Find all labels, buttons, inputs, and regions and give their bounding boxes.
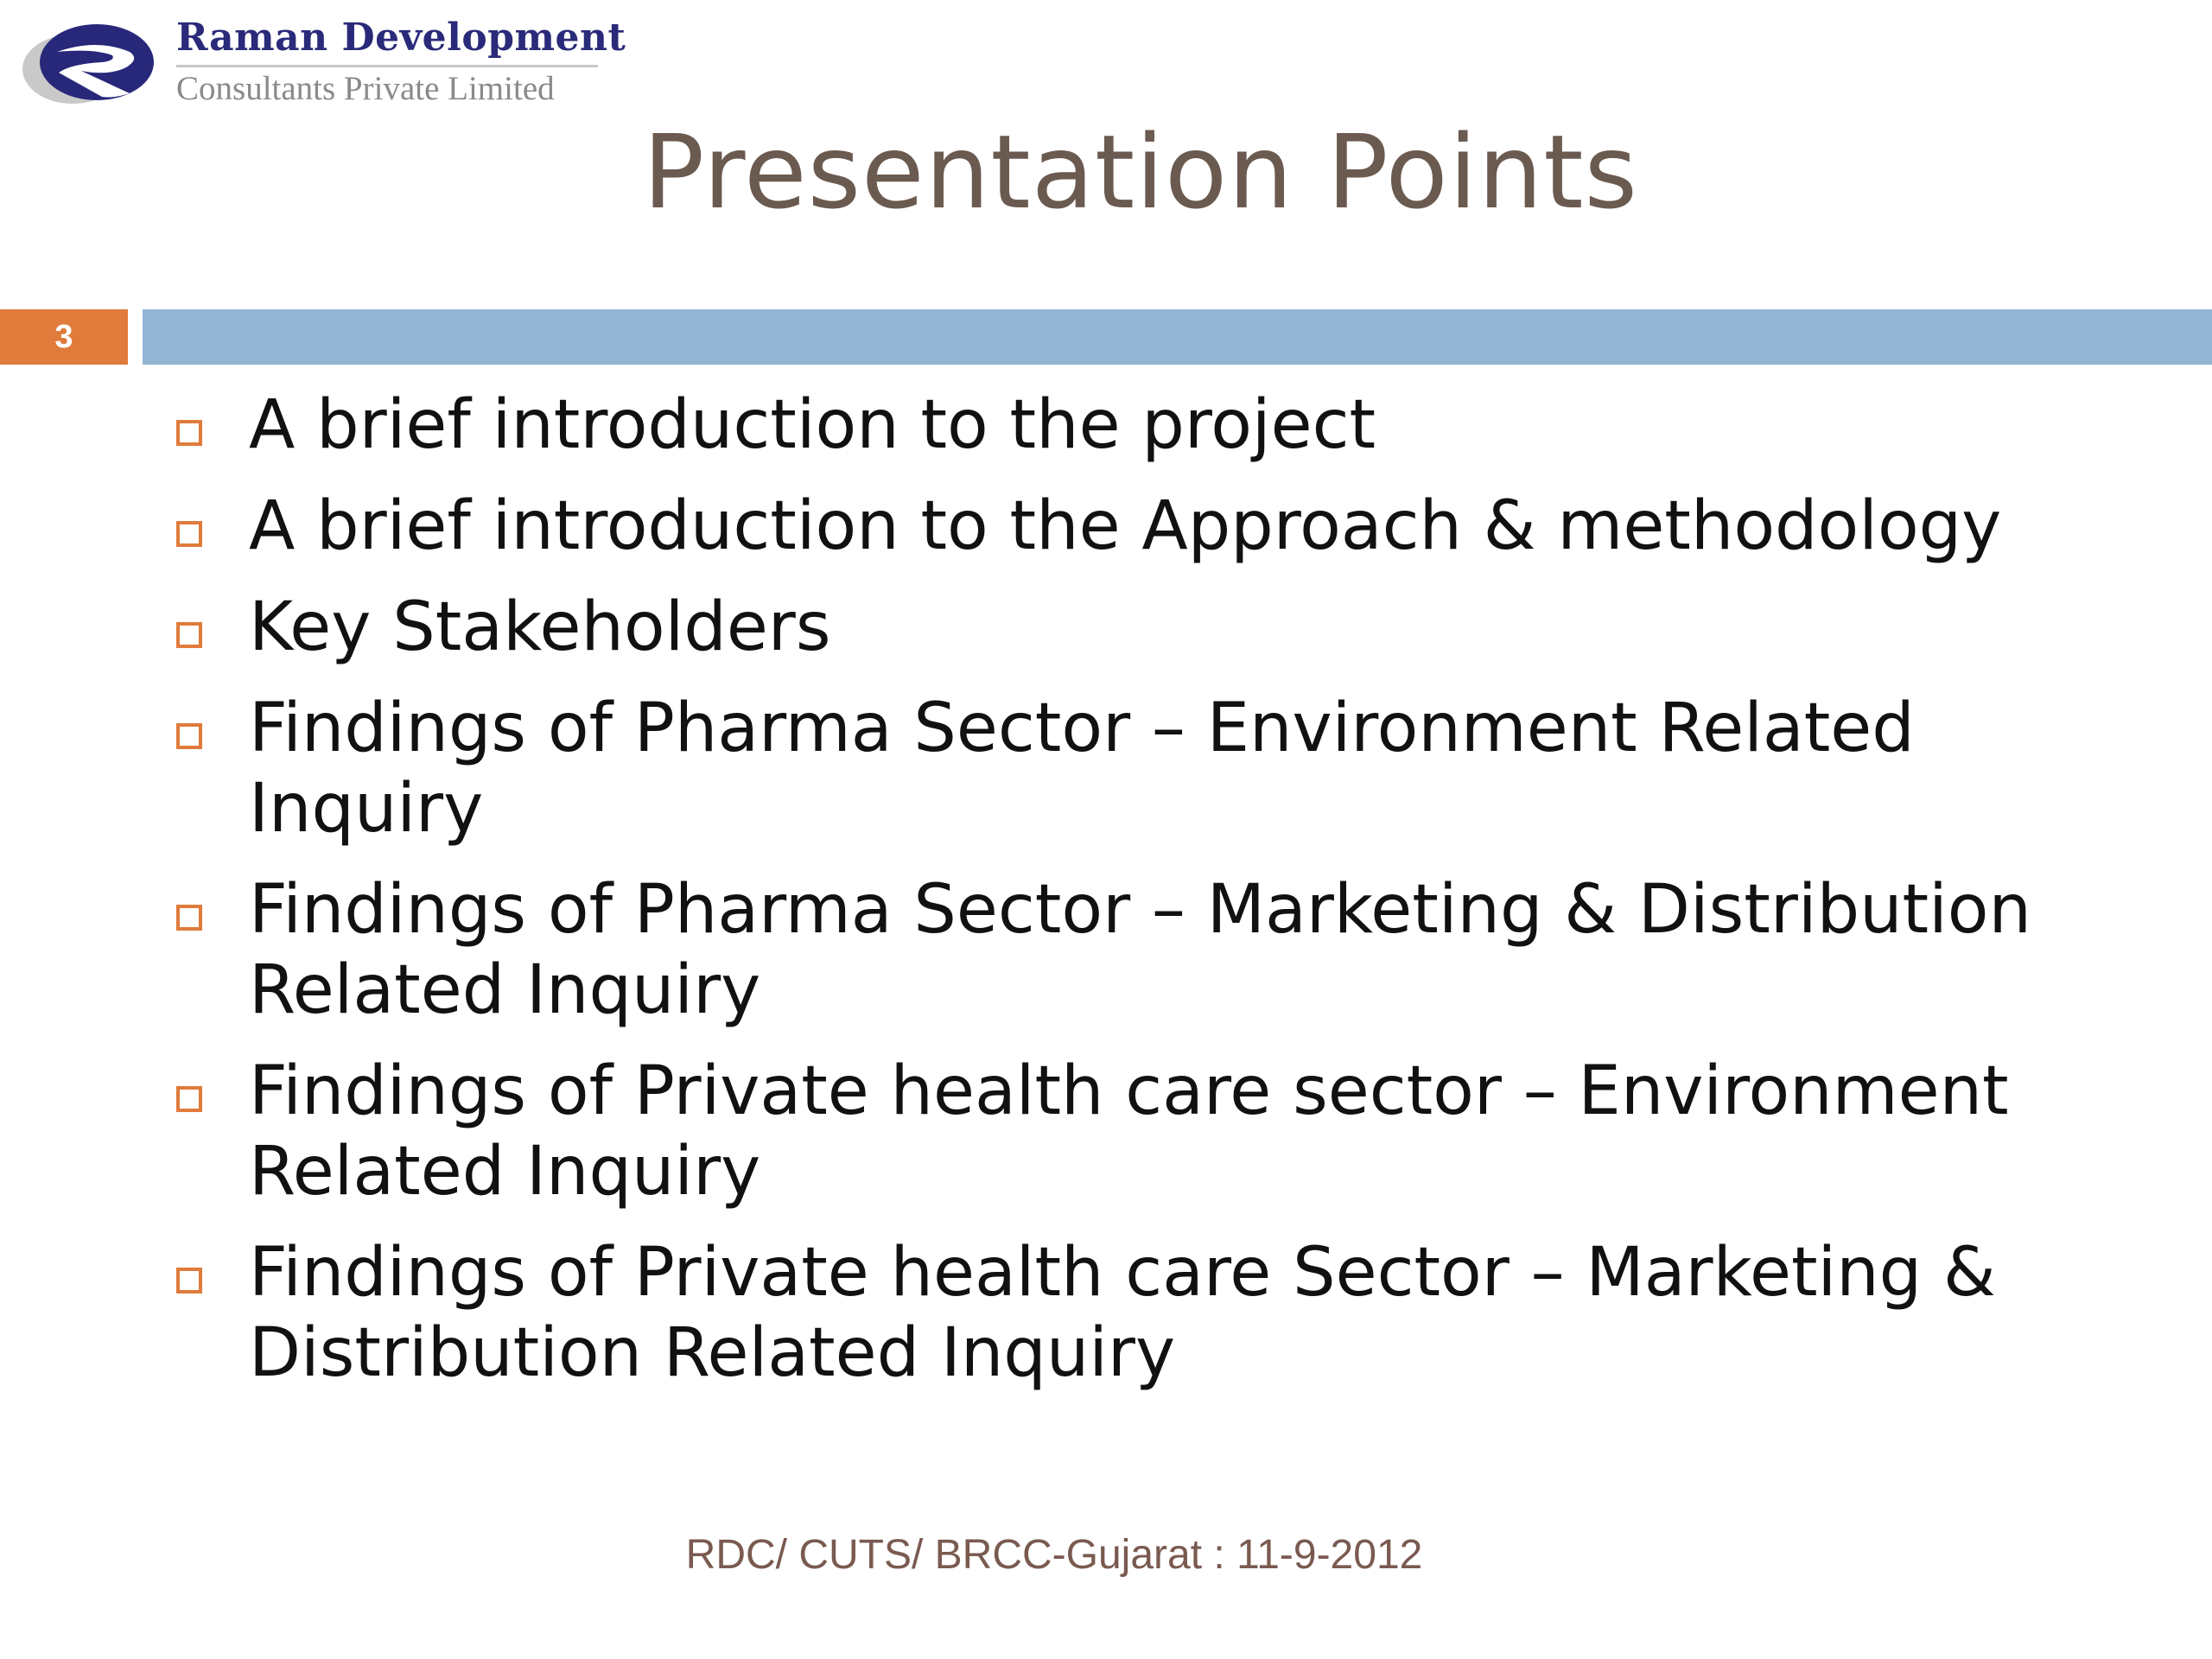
bullet-text: Findings of Private health care sector – Environment Related Inquiry — [249, 1052, 2009, 1211]
bullet-item — [173, 1052, 2143, 1212]
bullet-text: A brief introduction to the Approach & methodology — [249, 487, 2002, 565]
bullet-text: Key Stakeholders — [249, 588, 831, 666]
bullet-text: A brief introduction to the project — [249, 386, 1376, 464]
square-bullet-icon — [176, 1086, 202, 1112]
square-bullet-icon — [176, 905, 202, 931]
bullet-item — [173, 1233, 2143, 1394]
logo-divider — [176, 65, 598, 67]
bullet-text: Findings of Pharma Sector – Marketing & Distribution Related Inquiry — [249, 871, 2031, 1029]
bullet-item — [173, 588, 2143, 668]
company-logo — [19, 16, 626, 111]
bullet-list — [173, 385, 2143, 1414]
bullet-item — [173, 870, 2143, 1031]
bullet-item — [173, 486, 2143, 567]
square-bullet-icon — [176, 723, 202, 749]
slide-title: Presentation Points — [642, 112, 1639, 232]
square-bullet-icon — [176, 420, 202, 446]
slide-number-badge: 3 — [0, 309, 128, 365]
bullet-text: Findings of Pharma Sector – Environment Related Inquiry — [249, 690, 1915, 848]
square-bullet-icon — [176, 1268, 202, 1294]
bullet-text: Findings of Private health care Sector – Marketing & Distribution Related Inquiry — [249, 1234, 1996, 1392]
header-bar — [143, 309, 2212, 365]
square-bullet-icon — [176, 622, 202, 648]
bullet-item — [173, 385, 2143, 466]
slide-footer: RDC/ CUTS/ BRCC-Gujarat : 11-9-2012 — [685, 1532, 1423, 1578]
logo-mark-icon — [19, 19, 157, 109]
bullet-item — [173, 689, 2143, 849]
logo-company-subtitle: Consultants Private Limited — [176, 70, 555, 107]
logo-company-name: Raman Development — [176, 16, 626, 60]
square-bullet-icon — [176, 521, 202, 547]
